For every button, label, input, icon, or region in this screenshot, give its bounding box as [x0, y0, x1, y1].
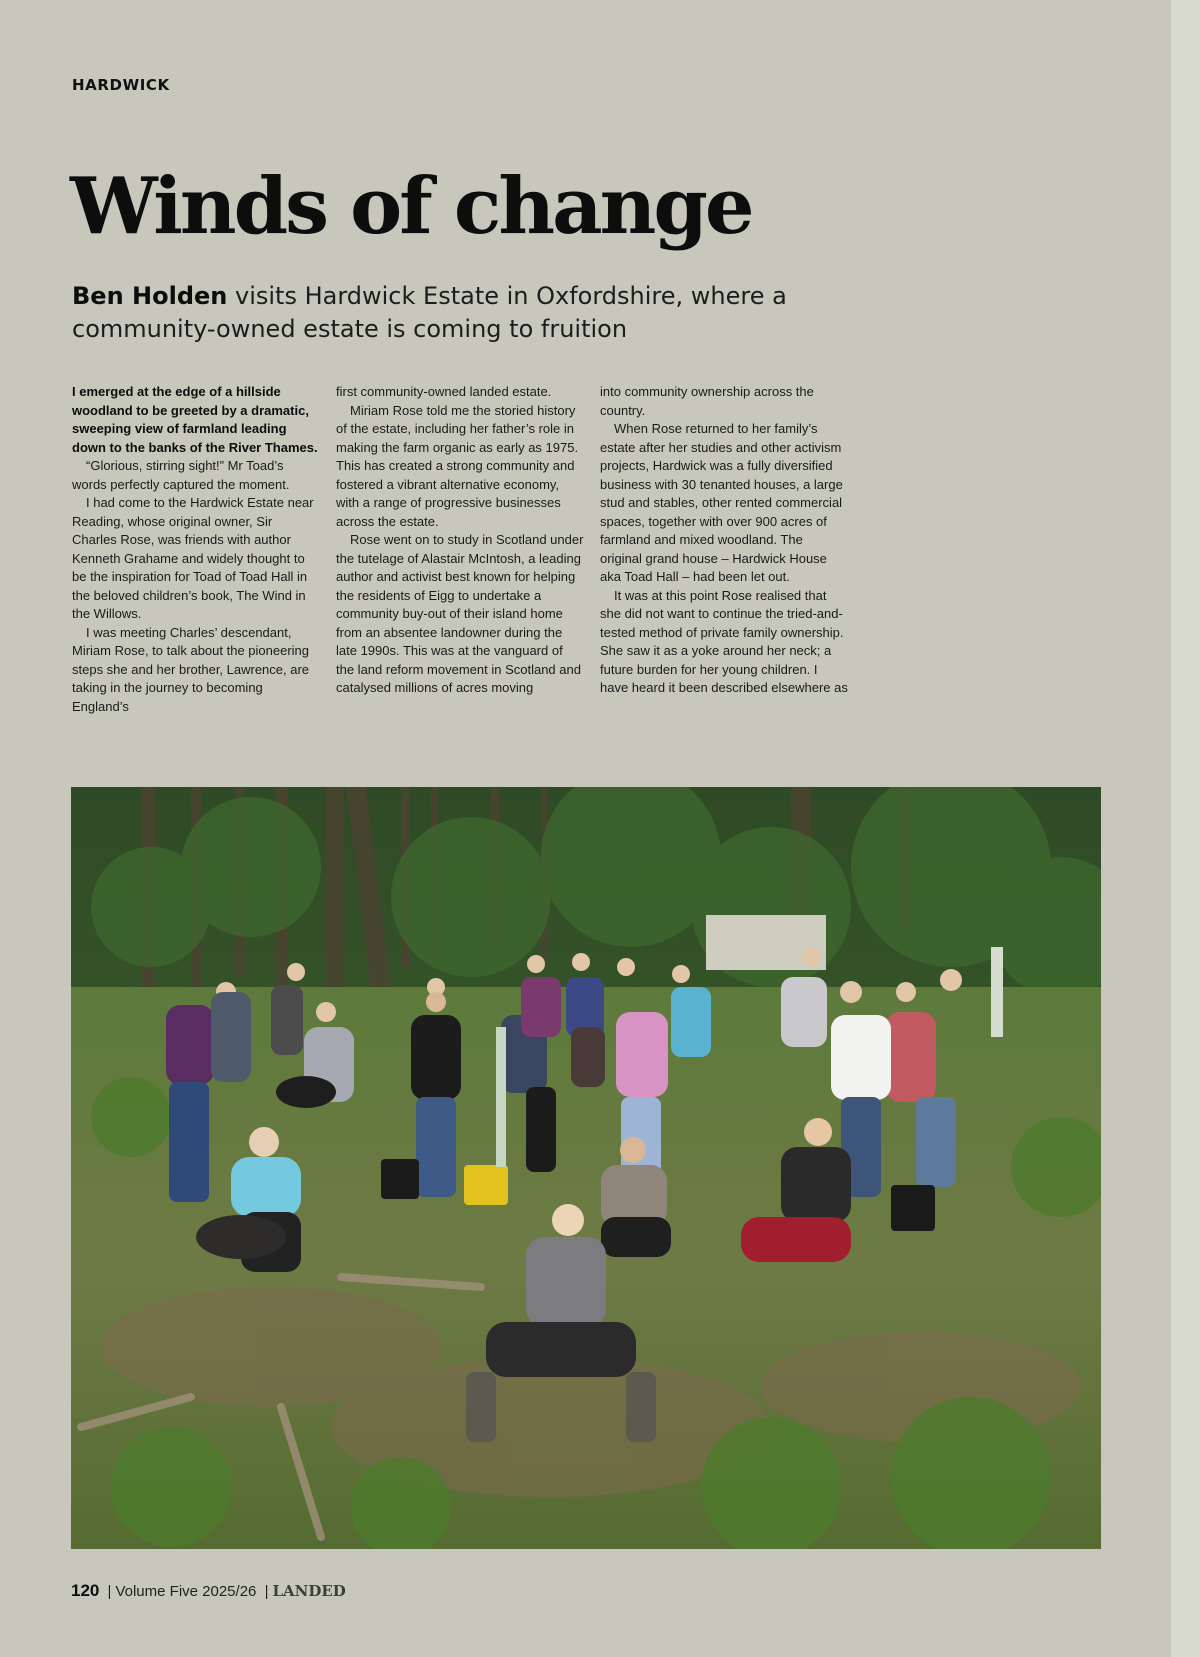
standfirst-text: visits Hardwick Estate in Oxfordshire, where a community-owned estate is coming to fruition [72, 282, 787, 343]
footer-separator: | [264, 1583, 269, 1600]
article-title: Winds of change [70, 161, 752, 252]
body-paragraph: I had come to the Hardwick Estate near Reading, whose original owner, Sir Charles Rose, was friends with author Kenneth Grahame and widely thought to be the inspiration for Toad of Toad Hall in the beloved children’s book, The Wind in the Willows. [72, 495, 314, 621]
article-body [72, 383, 848, 716]
body-column-3 [600, 383, 848, 716]
body-paragraph: I was meeting Charles’ descendant, Miriam Rose, to talk about the pioneering steps she and her brother, Lawrence, are taking in the journey to becoming England’s [72, 624, 310, 714]
standfirst [72, 280, 832, 346]
body-paragraph: It was at this point Rose realised that she did not want to continue the tried-and-tested method of private family ownership. She saw it as a yoke around her neck; a future burden for her young children. I have heard it been described elsewhere as [600, 587, 848, 695]
body-paragraph: Rose went on to study in Scotland under the tutelage of Alastair McIntosh, a leading author and activist best known for helping the residents of Eigg to undertake a community buy-out of their island home from an absentee landowner during the late 1990s. This was at the vanguard of the land reform movement in Scotland and catalysed millions of acres moving [336, 532, 584, 695]
lead-paragraph: I emerged at the edge of a hillside woodland to be greeted by a dramatic, sweeping view of farmland leading down to the banks of the River Thames. [72, 384, 318, 455]
body-column-1 [72, 383, 320, 716]
section-label: HARDWICK [72, 76, 170, 94]
body-paragraph: When Rose returned to her family’s estate after her studies and other activism projects, Hardwick was a fully diversified business with 30 tenanted houses, a large stud and stables, other rented commercial spaces, together with over 900 acres of farmland and mixed woodland. The original grand house – Hardwick House aka Toad Hall – had been let out. [600, 421, 843, 584]
body-paragraph: first community-owned landed estate. [336, 384, 552, 399]
magazine-name: LANDED [272, 1582, 346, 1600]
footer-separator: | [107, 1583, 112, 1600]
body-column-2 [336, 383, 584, 716]
body-paragraph: “Glorious, stirring sight!” Mr Toad’s words perfectly captured the moment. [72, 458, 290, 492]
body-paragraph: Miriam Rose told me the storied history of the estate, including her father’s role in making the farm organic as early as 1975. This has created a strong community and fostered a vibrant alternative economy, with a range of progressive businesses across the estate. [336, 402, 579, 529]
issue-label: Volume Five 2025/26 [115, 1583, 257, 1600]
body-paragraph: into community ownership across the country. [600, 384, 814, 418]
standfirst-author: Ben Holden [72, 282, 228, 310]
photo-illustration [71, 787, 1101, 1549]
group-photo-woodland [71, 787, 1101, 1549]
page-number: 120 [71, 1581, 100, 1600]
page-edge-strip [1171, 0, 1200, 1657]
page-footer [71, 1581, 346, 1601]
